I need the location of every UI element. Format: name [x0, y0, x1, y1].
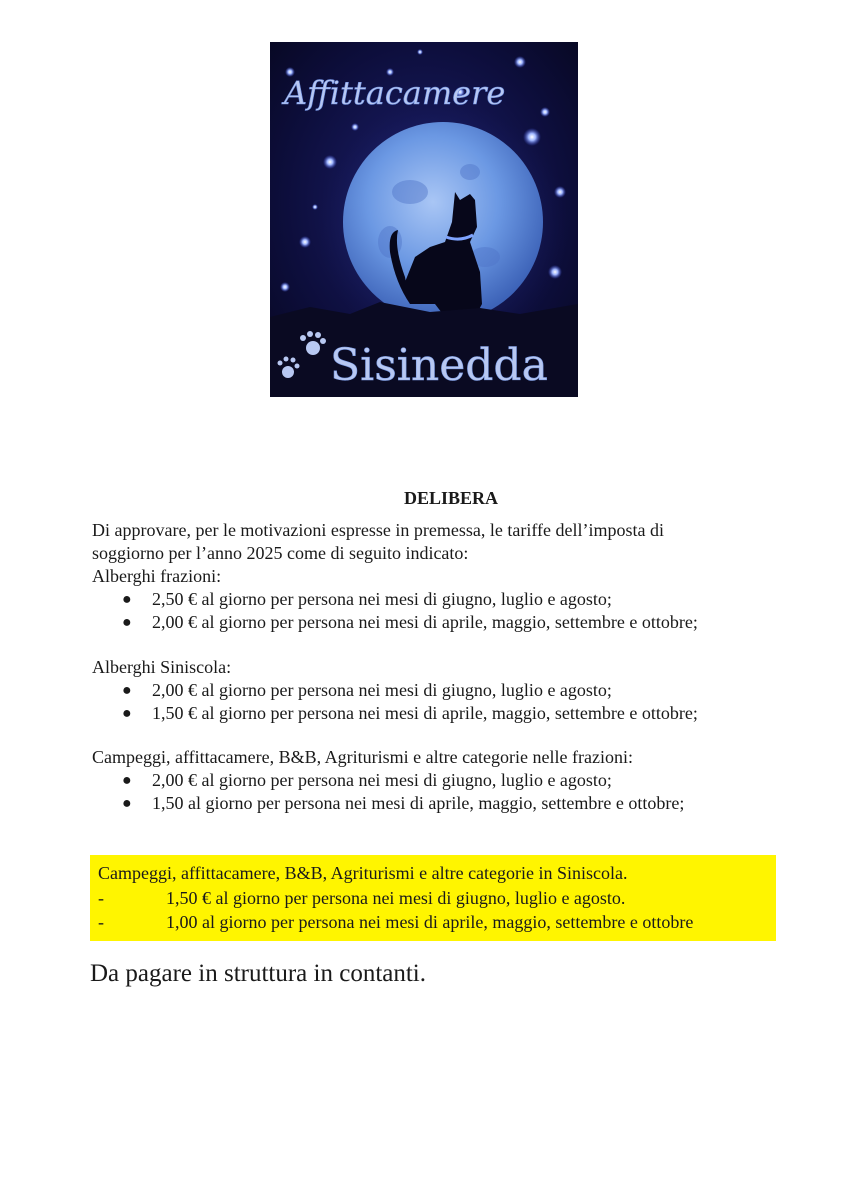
section-heading: Alberghi Siniscola: [92, 657, 232, 677]
bullet-icon: ● [122, 591, 132, 608]
logo-bottom-text: Sisinedda [330, 340, 548, 391]
section-heading: Alberghi frazioni: [92, 566, 222, 586]
section-heading: Campeggi, affittacamere, B&B, Agriturismi e altre categorie nelle frazioni: [92, 747, 633, 767]
payment-note: Da pagare in struttura in contanti. [90, 960, 426, 987]
rate-item: ● 1,50 al giorno per persona nei mesi di aprile, maggio, settembre e ottobre; [122, 793, 685, 813]
bullet-icon: ● [122, 772, 132, 789]
highlighted-section [90, 855, 776, 941]
document-body [92, 488, 782, 815]
bullet-icon: ● [122, 705, 132, 722]
rate-item: ● 1,50 € al giorno per persona nei mesi di aprile, maggio, settembre e ottobre; [122, 703, 698, 723]
intro-line-1: Di approvare, per le motivazioni espresse in premessa, le tariffe dell’imposta di [92, 520, 664, 540]
bullet-icon: ● [122, 795, 132, 812]
highlight-rate-item: - 1,00 al giorno per persona nei mesi di aprile, maggio, settembre e ottobre [98, 912, 694, 932]
rate-item: ● 2,00 € al giorno per persona nei mesi di giugno, luglio e agosto; [122, 680, 612, 700]
rate-item: ● 2,50 € al giorno per persona nei mesi di giugno, luglio e agosto; [122, 589, 612, 609]
document-title: DELIBERA [403, 488, 499, 508]
rate-list [92, 679, 782, 725]
logo-artwork [270, 42, 578, 397]
rate-list [92, 588, 782, 634]
logo-image [270, 42, 578, 397]
intro-line-2: soggiorno per l’anno 2025 come di seguito indicato: [92, 543, 469, 563]
highlight-rate-item: - 1,50 € al giorno per persona nei mesi di giugno, luglio e agosto. [98, 888, 626, 908]
rate-item: ● 2,00 € al giorno per persona nei mesi di aprile, maggio, settembre e ottobre; [122, 612, 698, 632]
bullet-icon: ● [122, 614, 132, 631]
rate-item: ● 2,00 € al giorno per persona nei mesi di giugno, luglio e agosto; [122, 770, 612, 790]
bullet-icon: ● [122, 682, 132, 699]
logo-top-text: Affittacamere [284, 74, 506, 112]
highlight-heading: Campeggi, affittacamere, B&B, Agriturismi e altre categorie in Siniscola. [98, 863, 628, 883]
rate-list [92, 769, 782, 815]
